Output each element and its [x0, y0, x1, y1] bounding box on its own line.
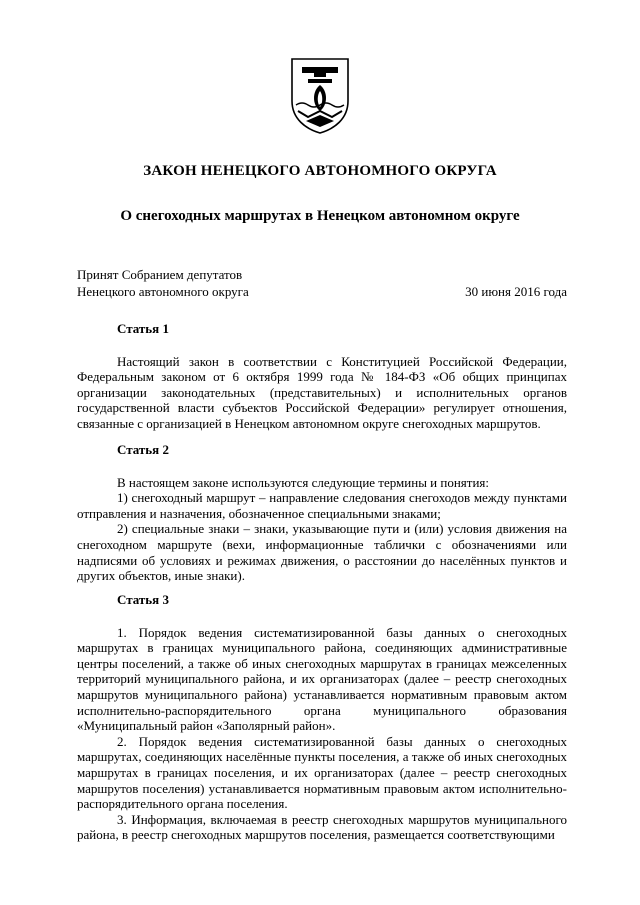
article-1 [77, 321, 567, 432]
article-paragraph: 1) снегоходный маршрут – направление следования снегоходов между пунктами отправления и назначения, обозначенное специальными знаками; [77, 490, 567, 521]
adoption-block [77, 266, 567, 300]
adoption-date: 30 июня 2016 года [465, 284, 567, 299]
article-heading: Статья 3 [117, 592, 169, 607]
adoption-line-2: Ненецкого автономного округа [77, 284, 249, 299]
article-paragraph: В настоящем законе используются следующие термины и понятия: [117, 474, 490, 490]
law-title: ЗАКОН НЕНЕЦКОГО АВТОНОМНОГО ОКРУГА [143, 163, 497, 179]
article-paragraph: 2) специальные знаки – знаки, указывающие пути и (или) условия движения на снегоходном маршруте (вехи, информационные таблички с обозначениями или надписями об условиях и режимах движения, о расстоянии до населённых пунктов и других объектов, иные знаки). [77, 521, 567, 584]
article-heading: Статья 2 [117, 442, 169, 457]
article-paragraph: 2. Порядок ведения систематизированной базы данных о снегоходных маршрутах, соединяющих населённые пункты поселения, а также об иных снегоходных маршрутах в границах поселения, и их организаторах (далее – реестр снегоходных маршрутов поселения) устанавливается нормативным правовым актом исполнительно-распорядительного органа поселения. [77, 733, 567, 812]
article-3 [77, 592, 567, 843]
article-paragraph: Настоящий закон в соответствии с Конституцией Российской Федерации, Федеральным законом от 6 октября 1999 года № 184-ФЗ «Об общих принципах организации законодательных (представительных) и исполнительных органов государственной власти субъектов Российской Федерации» регулирует отношения, связанные с организацией в Ненецком автономном округе снегоходных маршрутов. [77, 353, 567, 431]
coat-of-arms-emblem [288, 55, 352, 135]
law-subtitle: О снегоходных маршрутах в Ненецком автономном округе [120, 208, 520, 224]
adoption-line-1: Принят Собранием депутатов [77, 267, 243, 282]
article-paragraph: 3. Информация, включаемая в реестр снегоходных маршрутов муниципального района, в реестр снегоходных маршрутов поселения, размещается соответствующими [77, 811, 567, 843]
article-2 [77, 442, 567, 584]
article-paragraph: 1. Порядок ведения систематизированной базы данных о снегоходных маршрутах в границах муниципального района, соединяющих административные центры поселений, а также об иных снегоходных маршрутах в границах межселенных территорий муниципального района, и их организаторах (далее – реестр снегоходных маршрутов муниципального района) устанавливается нормативным правовым актом исполнительно-распорядительного органа муниципального образования «Муниципальный район «Заполярный район». [77, 624, 567, 734]
article-heading: Статья 1 [117, 321, 169, 336]
